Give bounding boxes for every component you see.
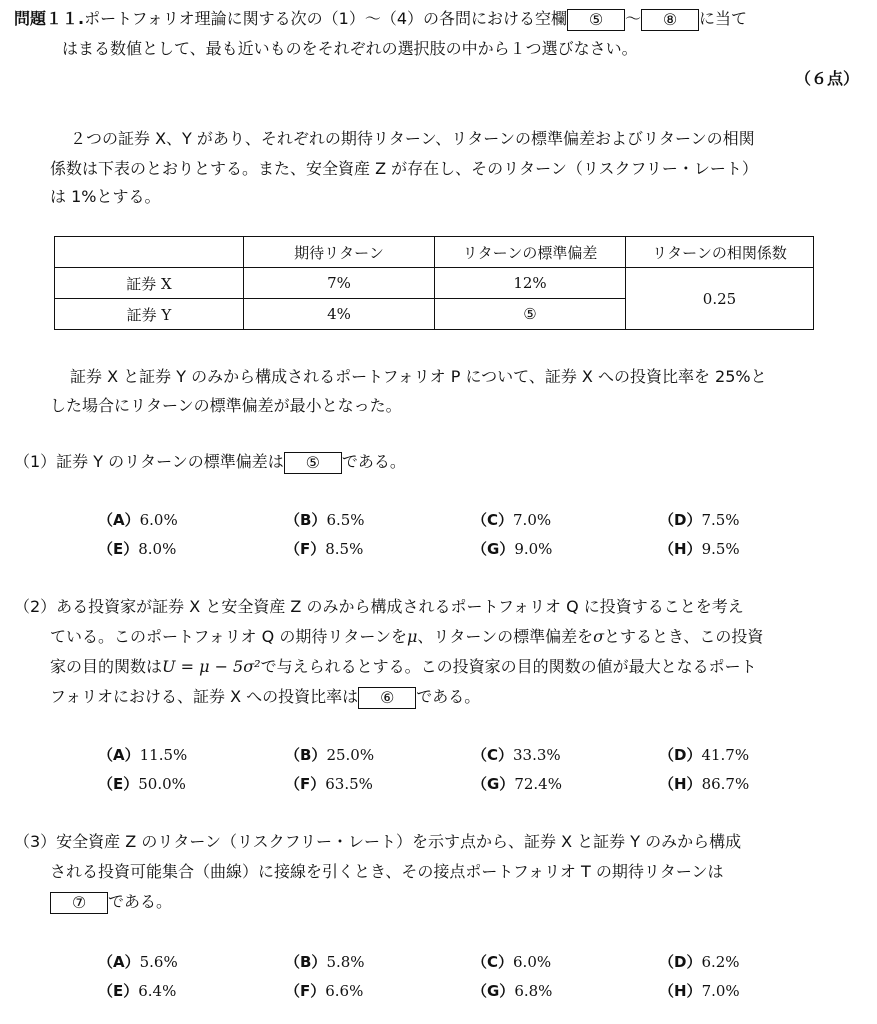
expected-return: 4%: [244, 299, 435, 330]
option-b: （B）6.5%: [285, 511, 365, 529]
table-header-row: [55, 237, 814, 268]
securities-table: [54, 236, 814, 330]
option-b: （B）5.8%: [285, 953, 365, 971]
q2-blank-box: ⑥: [358, 687, 416, 709]
option-c: （C）6.0%: [472, 953, 552, 971]
para-line-1: 証券 X と証券 Y のみから構成されるポートフォリオ P について、証券 X への投資比率を 25%と: [70, 367, 767, 386]
q3-line-2: される投資可能集合（曲線）に接線を引くとき、その接点ポートフォリオ T の期待リターンは: [50, 862, 724, 881]
option-g: （G）72.4%: [472, 775, 562, 793]
points-label: （６点）: [794, 69, 859, 88]
option-d: （D）6.2%: [659, 953, 740, 971]
blank-end-box: ⑧: [641, 9, 699, 31]
q2-line-2: ている。このポートフォリオ Q の期待リターンをμ、リターンの標準偏差をσとするとき、この投資: [50, 627, 764, 646]
header-tilde: ～: [625, 9, 642, 28]
expected-return: 7%: [244, 268, 435, 299]
header-text: ポートフォリオ理論に関する次の（1）～（4）の各問における空欄: [84, 9, 568, 28]
correlation-value: 0.25: [626, 268, 814, 330]
intro-line-2: 係数は下表のとおりとする。また、安全資産 Z が存在し、そのリターン（リスクフリー・レート）: [50, 159, 758, 178]
option-c: （C）33.3%: [472, 746, 561, 764]
option-b: （B）25.0%: [285, 746, 375, 764]
option-a: （A）11.5%: [98, 746, 188, 764]
table-header-cell: [55, 237, 244, 268]
option-d: （D）41.7%: [659, 746, 750, 764]
option-e: （E）6.4%: [98, 982, 177, 1000]
q3-line-1: （3）安全資産 Z のリターン（リスクフリー・レート）を示す点から、証券 X と証券 Y のみから構成: [14, 832, 742, 851]
q1-after: である。: [341, 452, 406, 471]
intro-line-3: は 1%とする。: [50, 187, 161, 206]
q1-question: [14, 451, 406, 474]
q3-options: [98, 948, 846, 1006]
option-h: （H）9.5%: [659, 540, 740, 558]
table-row: [55, 268, 814, 299]
standard-deviation: ⑤: [435, 299, 626, 330]
option-h: （H）7.0%: [659, 982, 740, 1000]
security-name: 証券 X: [55, 268, 244, 299]
q2-line-1: （2）ある投資家が証券 X と安全資産 Z のみから構成されるポートフォリオ Q に投資することを考え: [14, 597, 744, 616]
option-f: （F）6.6%: [285, 982, 364, 1000]
option-f: （F）8.5%: [285, 540, 364, 558]
q1-text: （1）証券 Y のリターンの標準偏差は: [14, 452, 284, 471]
sigma-symbol: σ: [593, 627, 605, 646]
option-f: （F）63.5%: [285, 775, 373, 793]
q1-blank-box: ⑤: [284, 452, 342, 474]
standard-deviation: 12%: [435, 268, 626, 299]
table-header-cell: リターンの標準偏差: [435, 237, 626, 268]
question-header: [14, 8, 747, 31]
option-g: （G）6.8%: [472, 982, 553, 1000]
option-g: （G）9.0%: [472, 540, 553, 558]
question-number: 問題１１.: [14, 9, 85, 28]
table-header-cell: リターンの相関係数: [626, 237, 814, 268]
mu-symbol: μ: [407, 627, 418, 646]
option-e: （E）50.0%: [98, 775, 186, 793]
q2-options: [98, 741, 846, 799]
intro-line-1: ２つの証券 X、Y があり、それぞれの期待リターン、リターンの標準偏差およびリターンの相関: [70, 129, 755, 148]
header-line-2: はまる数値として、最も近いものをそれぞれの選択肢の中から１つ選びなさい。: [62, 39, 638, 58]
option-a: （A）5.6%: [98, 953, 178, 971]
q2-line-3: 家の目的関数はU = μ − 5σ²で与えられるとする。この投資家の目的関数の値が最大となるポート: [50, 657, 757, 676]
blank-start-box: ⑤: [567, 9, 625, 31]
option-d: （D）7.5%: [659, 511, 740, 529]
q3-blank-box: ⑦: [50, 892, 108, 914]
option-c: （C）7.0%: [472, 511, 552, 529]
table-header-cell: 期待リターン: [244, 237, 435, 268]
option-h: （H）86.7%: [659, 775, 750, 793]
option-a: （A）6.0%: [98, 511, 178, 529]
para-line-2: した場合にリターンの標準偏差が最小となった。: [50, 396, 402, 415]
utility-formula: U = μ − 5σ²: [162, 657, 261, 676]
security-name: 証券 Y: [55, 299, 244, 330]
q3-line-3: ⑦ である。: [50, 891, 172, 914]
q2-line-4: フォリオにおける、証券 X への投資比率は ⑥ である。: [50, 687, 481, 707]
header-text-end: に当て: [699, 9, 748, 28]
option-e: （E）8.0%: [98, 540, 177, 558]
q1-options: [98, 506, 846, 564]
